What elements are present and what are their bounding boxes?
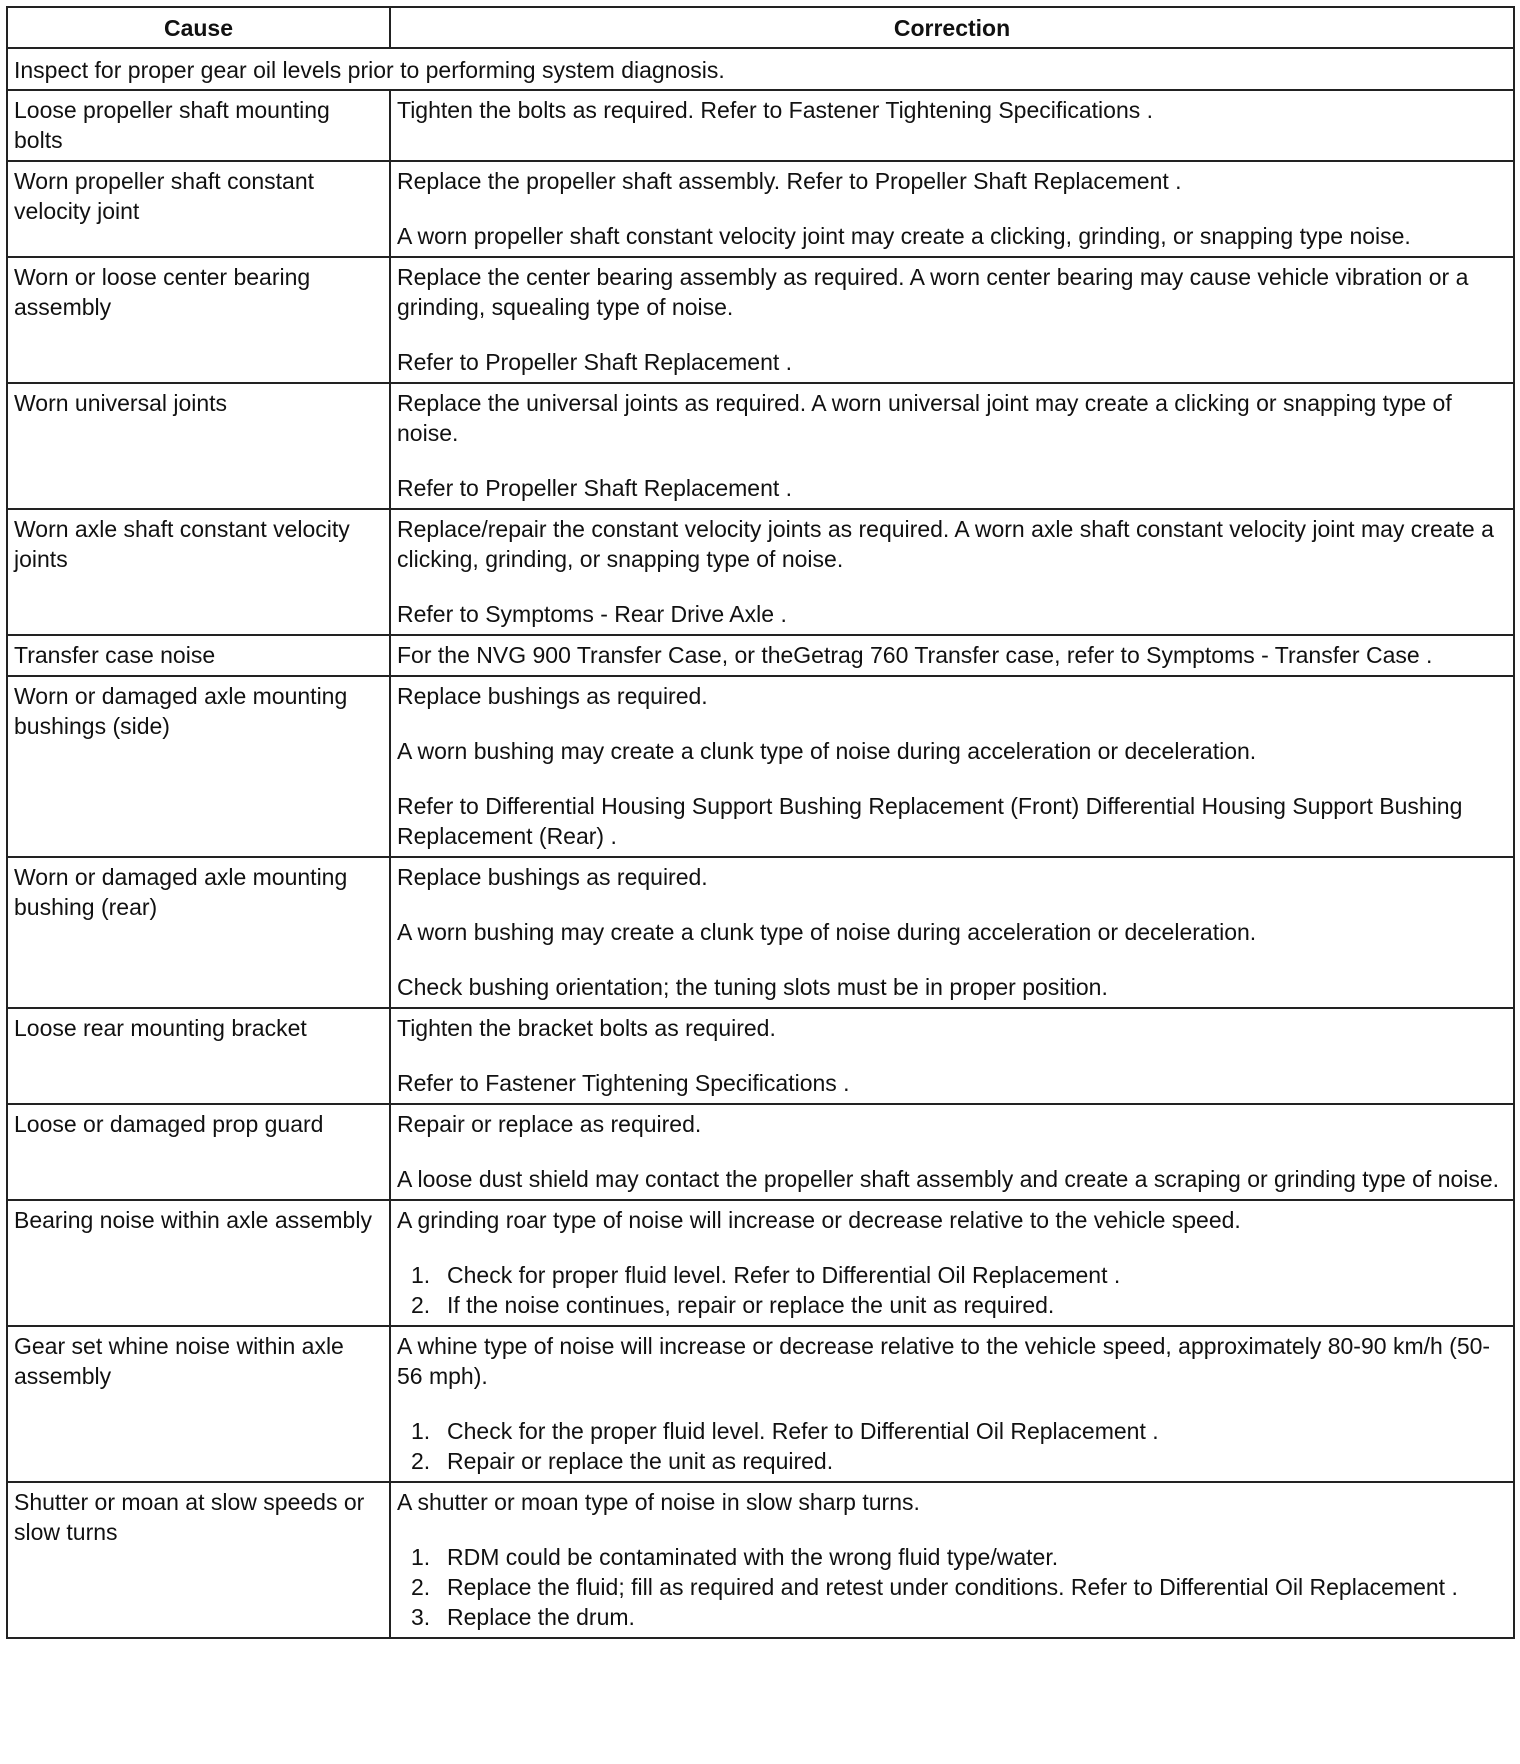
step-text: Check for the proper fluid level. Refer to Differential Oil Replacement . [447, 1418, 1159, 1444]
step-number: 1. [411, 1418, 431, 1444]
step-number: 1. [411, 1262, 431, 1288]
correction-cell [390, 509, 1514, 635]
table-row [7, 676, 1514, 857]
step-number: 2. [411, 1574, 431, 1600]
cause-cell: Worn or damaged axle mounting bushings (side) [7, 676, 390, 857]
correction-paragraph: Replace bushings as required. [397, 864, 708, 890]
correction-paragraph: Replace the universal joints as required. A worn universal joint may create a clicking or snapping type of noise. [397, 390, 1452, 446]
step-item [411, 1290, 1507, 1320]
correction-cell [390, 857, 1514, 1008]
correction-paragraph: Refer to Propeller Shaft Replacement . [397, 475, 793, 501]
correction-cell [390, 1104, 1514, 1200]
cause-cell: Worn propeller shaft constant velocity joint [7, 161, 390, 257]
correction-steps [397, 1542, 1507, 1632]
table-row [7, 383, 1514, 509]
cause-cell: Worn or damaged axle mounting bushing (rear) [7, 857, 390, 1008]
cause-column-header: Cause [7, 7, 390, 48]
correction-paragraph: Refer to Symptoms - Rear Drive Axle . [397, 601, 787, 627]
table-body [7, 48, 1514, 1638]
inspection-note: Inspect for proper gear oil levels prior to performing system diagnosis. [7, 48, 1514, 90]
step-number: 2. [411, 1448, 431, 1474]
correction-paragraph: A worn propeller shaft constant velocity joint may create a clicking, grinding, or snapping type noise. [397, 223, 1411, 249]
correction-cell [390, 90, 1514, 161]
note-row [7, 48, 1514, 90]
correction-steps [397, 1416, 1507, 1476]
correction-paragraph: Check bushing orientation; the tuning slots must be in proper position. [397, 974, 1108, 1000]
step-item [411, 1602, 1507, 1632]
correction-paragraph: Replace the center bearing assembly as required. A worn center bearing may cause vehicle vibration or a grinding, squealing type of noise. [397, 264, 1469, 320]
correction-cell [390, 383, 1514, 509]
table-row [7, 1326, 1514, 1482]
step-item [411, 1542, 1507, 1572]
correction-paragraph: Tighten the bracket bolts as required. [397, 1015, 776, 1041]
table-row [7, 161, 1514, 257]
header-row [7, 7, 1514, 48]
correction-steps [397, 1260, 1507, 1320]
table-row [7, 1008, 1514, 1104]
step-item [411, 1416, 1507, 1446]
correction-paragraph: A worn bushing may create a clunk type of noise during acceleration or deceleration. [397, 919, 1257, 945]
step-text: Replace the fluid; fill as required and retest under conditions. Refer to Differential Oil Replacement . [447, 1574, 1458, 1600]
step-text: If the noise continues, repair or replace the unit as required. [447, 1292, 1055, 1318]
cause-cell: Loose or damaged prop guard [7, 1104, 390, 1200]
correction-paragraph: For the NVG 900 Transfer Case, or theGetrag 760 Transfer case, refer to Symptoms - Transfer Case . [397, 642, 1433, 668]
cause-cell: Transfer case noise [7, 635, 390, 676]
step-text: Replace the drum. [447, 1604, 635, 1630]
cause-correction-table [6, 6, 1515, 1639]
table-row [7, 257, 1514, 383]
correction-paragraph: A grinding roar type of noise will increase or decrease relative to the vehicle speed. [397, 1207, 1241, 1233]
table-row [7, 1200, 1514, 1326]
correction-cell [390, 1482, 1514, 1638]
correction-cell [390, 1008, 1514, 1104]
correction-paragraph: Replace the propeller shaft assembly. Refer to Propeller Shaft Replacement . [397, 168, 1182, 194]
correction-column-header: Correction [390, 7, 1514, 48]
table-row [7, 635, 1514, 676]
step-text: Repair or replace the unit as required. [447, 1448, 834, 1474]
correction-cell [390, 257, 1514, 383]
correction-paragraph: Tighten the bolts as required. Refer to Fastener Tightening Specifications . [397, 97, 1154, 123]
table-header [7, 7, 1514, 48]
correction-paragraph: Refer to Differential Housing Support Bushing Replacement (Front) Differential Housing Support Bushing Replacement (Rear) . [397, 793, 1463, 849]
table-row [7, 857, 1514, 1008]
step-number: 2. [411, 1292, 431, 1318]
correction-paragraph: Repair or replace as required. [397, 1111, 702, 1137]
table-row [7, 509, 1514, 635]
cause-cell: Shutter or moan at slow speeds or slow turns [7, 1482, 390, 1638]
correction-paragraph: A worn bushing may create a clunk type of noise during acceleration or deceleration. [397, 738, 1257, 764]
correction-paragraph: Replace bushings as required. [397, 683, 708, 709]
correction-paragraph: Replace/repair the constant velocity joints as required. A worn axle shaft constant velocity joint may create a clicking, grinding, or snapping type of noise. [397, 516, 1494, 572]
step-item [411, 1260, 1507, 1290]
correction-cell [390, 161, 1514, 257]
step-number: 3. [411, 1604, 431, 1630]
step-item [411, 1446, 1507, 1476]
correction-cell [390, 635, 1514, 676]
correction-cell [390, 1200, 1514, 1326]
cause-cell: Loose rear mounting bracket [7, 1008, 390, 1104]
table-row [7, 90, 1514, 161]
table-row [7, 1482, 1514, 1638]
correction-paragraph: Refer to Fastener Tightening Specifications . [397, 1070, 850, 1096]
correction-cell [390, 676, 1514, 857]
correction-paragraph: A shutter or moan type of noise in slow sharp turns. [397, 1489, 920, 1515]
step-number: 1. [411, 1544, 431, 1570]
step-text: Check for proper fluid level. Refer to Differential Oil Replacement . [447, 1262, 1121, 1288]
correction-paragraph: A loose dust shield may contact the propeller shaft assembly and create a scraping or grinding type of noise. [397, 1166, 1500, 1192]
correction-cell [390, 1326, 1514, 1482]
cause-cell: Worn axle shaft constant velocity joints [7, 509, 390, 635]
cause-cell: Worn universal joints [7, 383, 390, 509]
correction-paragraph: A whine type of noise will increase or decrease relative to the vehicle speed, approximately 80-90 km/h (50-56 mph). [397, 1333, 1491, 1389]
cause-cell: Bearing noise within axle assembly [7, 1200, 390, 1326]
table-row [7, 1104, 1514, 1200]
cause-cell: Gear set whine noise within axle assembly [7, 1326, 390, 1482]
cause-cell: Loose propeller shaft mounting bolts [7, 90, 390, 161]
correction-paragraph: Refer to Propeller Shaft Replacement . [397, 349, 793, 375]
step-item [411, 1572, 1507, 1602]
step-text: RDM could be contaminated with the wrong fluid type/water. [447, 1544, 1059, 1570]
cause-cell: Worn or loose center bearing assembly [7, 257, 390, 383]
